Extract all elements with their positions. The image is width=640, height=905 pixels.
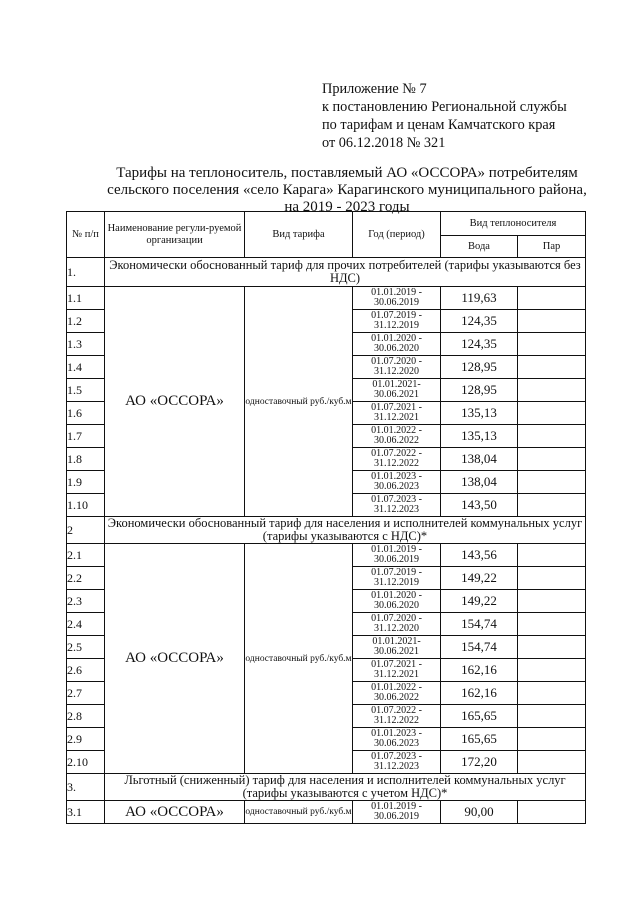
appendix-date: от 06.12.2018 № 321 (322, 135, 446, 151)
row-number: 1.5 (67, 379, 105, 402)
period-start: 01.07.2020 - (371, 612, 422, 624)
row-number: 2.2 (67, 567, 105, 590)
row-number: 1.7 (67, 425, 105, 448)
water-tariff-value: 138,04 (441, 448, 518, 471)
header-steam: Пар (518, 236, 586, 258)
steam-tariff-value (518, 425, 586, 448)
period-start: 01.07.2021 - (371, 401, 422, 413)
steam-tariff-value (518, 705, 586, 728)
period-cell (353, 494, 441, 517)
appendix-line-2: к постановлению Региональной службы (322, 99, 567, 115)
row-number: 2.1 (67, 544, 105, 567)
period-end: 31.12.2021 (374, 412, 419, 423)
steam-tariff-value (518, 287, 586, 310)
steam-tariff-value (518, 310, 586, 333)
water-tariff-value: 165,65 (441, 705, 518, 728)
section-number: 2 (67, 517, 105, 544)
section-title: Экономически обоснованный тариф для населения и исполнителей коммунальных услуг (тарифы указываются с НДС)* (105, 517, 586, 544)
appendix-number: Приложение № 7 (322, 81, 427, 97)
tariff-type: одноставочный руб./куб.м (245, 801, 353, 824)
period-start: 01.07.2022 - (371, 704, 422, 716)
period-end: 31.12.2023 (374, 761, 419, 772)
period-cell (353, 682, 441, 705)
row-number: 2.5 (67, 636, 105, 659)
row-number: 2.6 (67, 659, 105, 682)
steam-tariff-value (518, 728, 586, 751)
period-end: 30.06.2019 (374, 811, 419, 822)
steam-tariff-value (518, 636, 586, 659)
water-tariff-value: 128,95 (441, 356, 518, 379)
water-tariff-value: 90,00 (441, 801, 518, 824)
period-cell (353, 567, 441, 590)
row-number: 1.4 (67, 356, 105, 379)
steam-tariff-value (518, 448, 586, 471)
period-start: 01.07.2020 - (371, 355, 422, 367)
steam-tariff-value (518, 333, 586, 356)
row-number: 2.10 (67, 751, 105, 774)
period-start: 01.01.2023 - (371, 727, 422, 739)
period-start: 01.01.2021- (372, 378, 421, 390)
period-start: 01.01.2020 - (371, 332, 422, 344)
period-end: 31.12.2022 (374, 715, 419, 726)
period-end: 31.12.2019 (374, 320, 419, 331)
row-number: 1.8 (67, 448, 105, 471)
period-cell (353, 356, 441, 379)
tariff-table-body (67, 212, 586, 824)
row-number: 1.9 (67, 471, 105, 494)
period-cell (353, 801, 441, 824)
period-cell (353, 751, 441, 774)
water-tariff-value: 149,22 (441, 567, 518, 590)
period-end: 30.06.2019 (374, 297, 419, 308)
period-cell (353, 705, 441, 728)
section-header-row (67, 258, 586, 287)
row-number: 3.1 (67, 801, 105, 824)
tariff-row (67, 801, 586, 824)
water-tariff-value: 138,04 (441, 471, 518, 494)
tariff-row (67, 287, 586, 310)
section-header-row (67, 774, 586, 801)
row-number: 2.7 (67, 682, 105, 705)
organization-name: АО «ОССОРА» (105, 287, 245, 517)
water-tariff-value: 143,50 (441, 494, 518, 517)
period-end: 30.06.2023 (374, 738, 419, 749)
steam-tariff-value (518, 613, 586, 636)
header-carrier: Вид теплоносителя (441, 212, 586, 236)
steam-tariff-value (518, 567, 586, 590)
header-type: Вид тарифа (245, 212, 353, 258)
period-cell (353, 471, 441, 494)
period-cell (353, 287, 441, 310)
steam-tariff-value (518, 379, 586, 402)
steam-tariff-value (518, 544, 586, 567)
row-number: 1.10 (67, 494, 105, 517)
section-title: Льготный (сниженный) тариф для населения и исполнителей коммунальных услуг (тарифы указываются с учетом НДС)* (105, 774, 586, 801)
period-end: 31.12.2023 (374, 504, 419, 515)
period-start: 01.01.2023 - (371, 470, 422, 482)
organization-name: АО «ОССОРА» (105, 544, 245, 774)
period-cell (353, 448, 441, 471)
steam-tariff-value (518, 471, 586, 494)
row-number: 2.8 (67, 705, 105, 728)
period-end: 30.06.2019 (374, 554, 419, 565)
header-row (67, 212, 586, 236)
period-end: 30.06.2020 (374, 600, 419, 611)
period-cell (353, 402, 441, 425)
period-start: 01.01.2020 - (371, 589, 422, 601)
period-end: 31.12.2019 (374, 577, 419, 588)
water-tariff-value: 135,13 (441, 425, 518, 448)
water-tariff-value: 135,13 (441, 402, 518, 425)
header-period: Год (период) (353, 212, 441, 258)
water-tariff-value: 128,95 (441, 379, 518, 402)
period-start: 01.07.2019 - (371, 566, 422, 578)
period-start: 01.01.2022 - (371, 424, 422, 436)
title-line-1: Тарифы на теплоноситель, поставляемый АО «ОССОРА» потребителям (116, 165, 578, 181)
water-tariff-value: 124,35 (441, 310, 518, 333)
period-cell (353, 613, 441, 636)
steam-tariff-value (518, 682, 586, 705)
period-cell (353, 544, 441, 567)
period-start: 01.07.2019 - (371, 309, 422, 321)
period-start: 01.01.2019 - (371, 543, 422, 555)
tariff-row (67, 544, 586, 567)
title-line-3: на 2019 - 2023 годы (284, 199, 410, 215)
period-start: 01.01.2019 - (371, 800, 422, 812)
period-cell (353, 590, 441, 613)
period-end: 31.12.2020 (374, 623, 419, 634)
period-start: 01.01.2021- (372, 635, 421, 647)
organization-name: АО «ОССОРА» (105, 801, 245, 824)
row-number: 1.6 (67, 402, 105, 425)
row-number: 1.3 (67, 333, 105, 356)
row-number: 1.1 (67, 287, 105, 310)
period-end: 31.12.2021 (374, 669, 419, 680)
steam-tariff-value (518, 494, 586, 517)
period-end: 30.06.2021 (374, 389, 419, 400)
period-end: 30.06.2021 (374, 646, 419, 657)
period-end: 30.06.2020 (374, 343, 419, 354)
row-number: 2.9 (67, 728, 105, 751)
period-end: 31.12.2020 (374, 366, 419, 377)
section-header-row (67, 517, 586, 544)
water-tariff-value: 143,56 (441, 544, 518, 567)
period-cell (353, 425, 441, 448)
steam-tariff-value (518, 356, 586, 379)
period-start: 01.07.2023 - (371, 493, 422, 505)
row-number: 2.4 (67, 613, 105, 636)
section-title: Экономически обоснованный тариф для прочих потребителей (тарифы указываются без НДС) (105, 258, 586, 287)
period-cell (353, 333, 441, 356)
appendix-line-3: по тарифам и ценам Камчатского края (322, 117, 556, 133)
period-start: 01.07.2021 - (371, 658, 422, 670)
period-cell (353, 310, 441, 333)
water-tariff-value: 124,35 (441, 333, 518, 356)
period-end: 30.06.2022 (374, 692, 419, 703)
water-tariff-value: 149,22 (441, 590, 518, 613)
steam-tariff-value (518, 590, 586, 613)
water-tariff-value: 172,20 (441, 751, 518, 774)
tariff-table (66, 211, 586, 824)
period-end: 31.12.2022 (374, 458, 419, 469)
period-start: 01.07.2022 - (371, 447, 422, 459)
document-title (82, 165, 612, 216)
row-number: 2.3 (67, 590, 105, 613)
water-tariff-value: 154,74 (441, 613, 518, 636)
water-tariff-value: 162,16 (441, 682, 518, 705)
period-start: 01.01.2019 - (371, 286, 422, 298)
header-num: № п/п (67, 212, 105, 258)
period-start: 01.07.2023 - (371, 750, 422, 762)
period-end: 30.06.2022 (374, 435, 419, 446)
steam-tariff-value (518, 801, 586, 824)
appendix-reference (322, 80, 622, 152)
steam-tariff-value (518, 402, 586, 425)
period-cell (353, 728, 441, 751)
water-tariff-value: 162,16 (441, 659, 518, 682)
section-number: 1. (67, 258, 105, 287)
tariff-type: одноставочный руб./куб.м (245, 287, 353, 517)
steam-tariff-value (518, 659, 586, 682)
water-tariff-value: 165,65 (441, 728, 518, 751)
row-number: 1.2 (67, 310, 105, 333)
period-end: 30.06.2023 (374, 481, 419, 492)
header-water: Вода (441, 236, 518, 258)
title-line-2: сельского поселения «село Карага» Карагинского муниципального района, (107, 182, 587, 198)
water-tariff-value: 154,74 (441, 636, 518, 659)
steam-tariff-value (518, 751, 586, 774)
tariff-type: одноставочный руб./куб.м (245, 544, 353, 774)
water-tariff-value: 119,63 (441, 287, 518, 310)
section-number: 3. (67, 774, 105, 801)
period-cell (353, 379, 441, 402)
period-start: 01.01.2022 - (371, 681, 422, 693)
period-cell (353, 636, 441, 659)
header-org: Наименование регули-руемой организации (105, 212, 245, 258)
period-cell (353, 659, 441, 682)
